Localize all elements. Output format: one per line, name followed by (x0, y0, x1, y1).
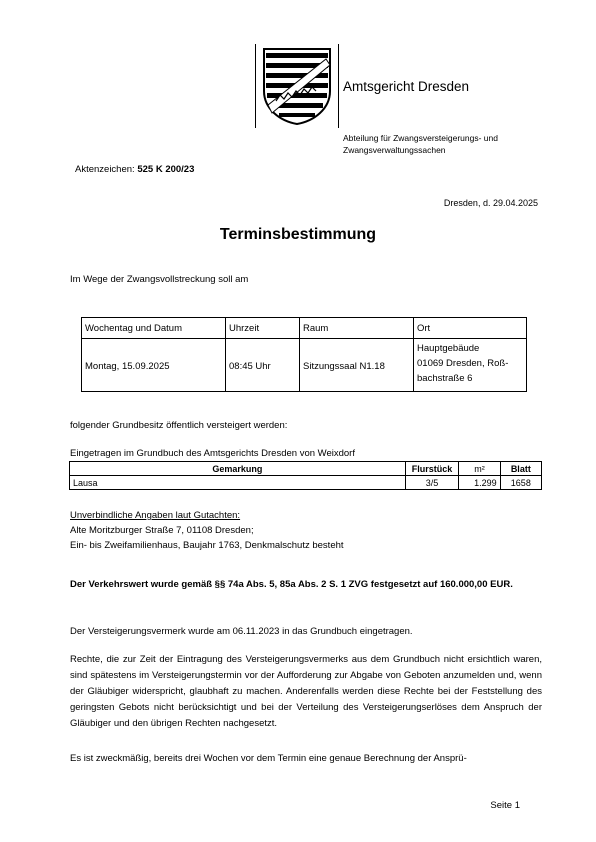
header-flurstueck: Flurstück (405, 462, 458, 476)
header-location: Ort (414, 318, 527, 339)
land-register-caption: Eingetragen im Grundbuch des Amtsgerichts Dresden von Weixdorf (70, 448, 355, 459)
cell-blatt: 1658 (500, 476, 541, 490)
case-number: 525 K 200/23 (137, 164, 195, 175)
header-divider-left (255, 44, 256, 128)
appointment-row (82, 339, 527, 392)
valuation-statement: Der Verkehrswert wurde gemäß §§ 74a Abs. 5, 85a Abs. 2 S. 1 ZVG festgesetzt auf 160.000,00 EUR. (70, 579, 513, 590)
land-register-table (69, 461, 542, 490)
department-name: Abteilung für Zwangsversteigerungs- und Zwangsverwaltungssachen (343, 133, 498, 155)
location-line-1: Hauptgebäude (417, 343, 480, 354)
location-line-2: 01069 Dresden, Roß- (417, 358, 509, 369)
court-name: Amtsgericht Dresden (343, 79, 470, 94)
appointment-location (414, 339, 527, 392)
appointment-room: Sitzungssaal N1.18 (300, 339, 414, 392)
header-gemarkung: Gemarkung (70, 462, 406, 476)
property-details (70, 508, 542, 553)
appointment-table (81, 317, 527, 392)
table-row (70, 476, 542, 490)
header-date: Wochentag und Datum (82, 318, 226, 339)
last-paragraph: Es ist zweckmäßig, bereits drei Wochen vor dem Termin eine genaue Berechnung der Ansprü- (70, 753, 467, 764)
appointment-time: 08:45 Uhr (226, 339, 300, 392)
header-room: Raum (300, 318, 414, 339)
details-address: Alte Moritzburger Straße 7, 01108 Dresden; (70, 525, 254, 536)
header-divider-right (338, 44, 339, 128)
land-register-header-row (70, 462, 542, 476)
details-description: Ein- bis Zweifamilienhaus, Baujahr 1763, Denkmalschutz besteht (70, 540, 344, 551)
case-reference (75, 164, 194, 175)
property-intro: folgender Grundbesitz öffentlich versteigert werden: (70, 420, 288, 431)
appointment-header-row (82, 318, 527, 339)
location-line-3: bachstraße 6 (417, 373, 473, 384)
cell-gemarkung: Lausa (70, 476, 406, 490)
cell-flurstueck: 3/5 (405, 476, 458, 490)
header-blatt: Blatt (500, 462, 541, 476)
case-label: Aktenzeichen: (75, 164, 135, 175)
header-m2: m² (459, 462, 500, 476)
intro-text: Im Wege der Zwangsvollstreckung soll am (70, 274, 249, 285)
document-title: Terminsbestimmung (219, 226, 377, 243)
saxony-coat-of-arms-icon (262, 47, 332, 125)
page-number: Seite 1 (490, 800, 520, 811)
place-date: Dresden, d. 29.04.2025 (443, 198, 538, 208)
header-time: Uhrzeit (226, 318, 300, 339)
appointment-date: Montag, 15.09.2025 (82, 339, 226, 392)
rights-paragraph: Rechte, die zur Zeit der Eintragung des Versteigerungsvermerks aus dem Grundbuch nicht ersichtlich waren, sind spätestens im Versteigerungstermin vor der Aufforderung zur Abgabe von Geboten anzumelden und, wenn der Gläubiger widerspricht, glaubhaft zu machen. Anderenfalls werden diese Rechte bei der Feststellung des geringsten Gebots nicht berücksichtigt und bei der Verteilung des Versteigerungserlöses dem Anspruch der Gläubiger und den übrigen Rechten nachgesetzt. (70, 654, 542, 729)
cell-m2: 1.299 (459, 476, 500, 490)
details-heading: Unverbindliche Angaben laut Gutachten: (70, 510, 241, 521)
register-note: Der Versteigerungsvermerk wurde am 06.11.2023 in das Grundbuch eingetragen. (70, 626, 413, 637)
